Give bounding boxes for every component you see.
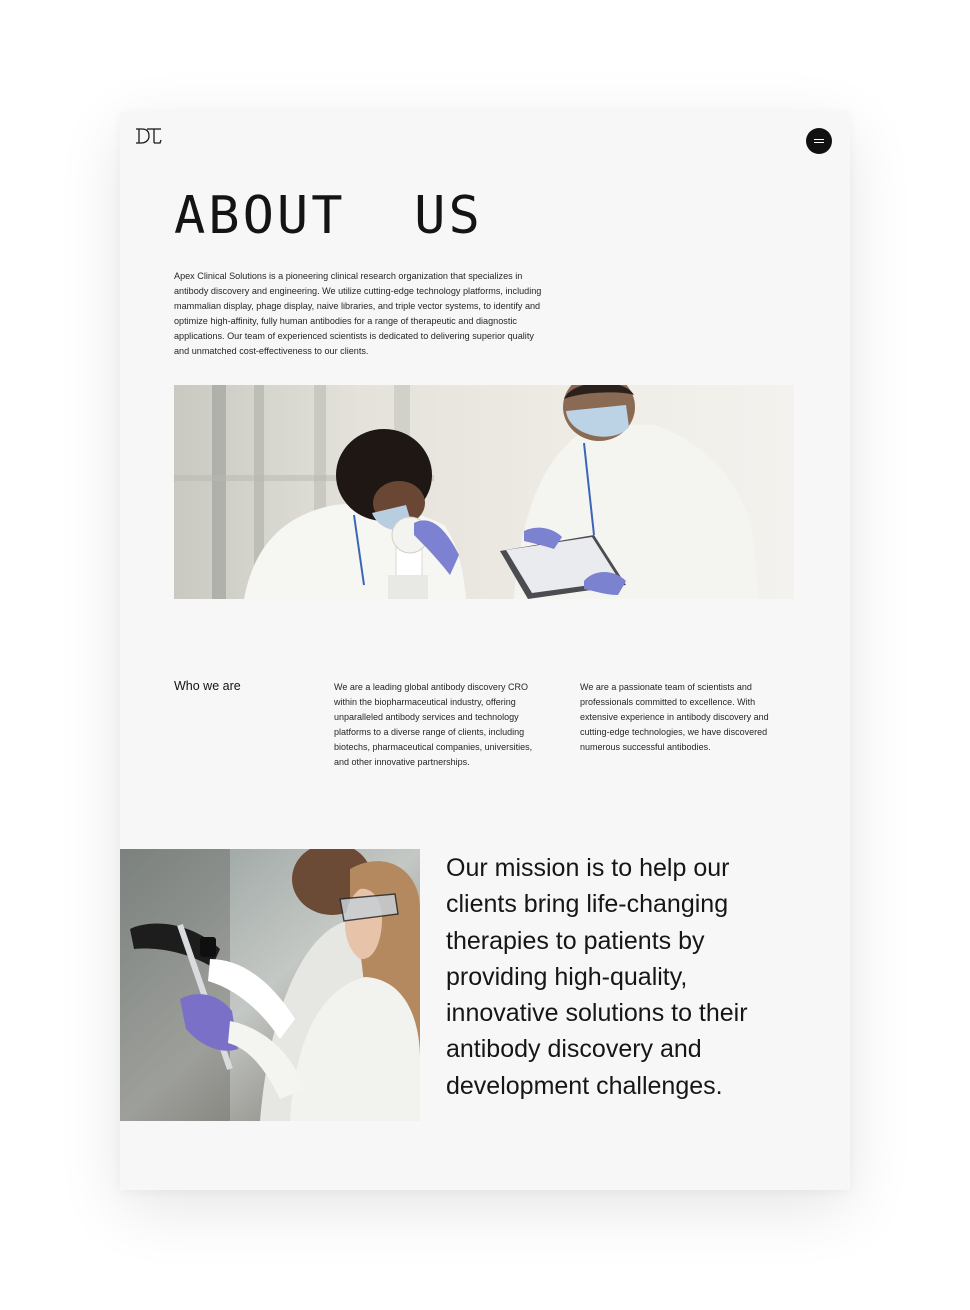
who-we-are-text-1: We are a leading global antibody discovery CRO within the biopharmaceutical industry, offering unparalleled antibody services and technology platforms to a diverse range of clients, including biotechs, pharmaceutical companies, universities, and other innovative partnerships. [334,682,533,767]
about-page [120,112,850,1190]
who-we-are-heading: Who we are [174,679,241,693]
menu-button[interactable] [806,128,832,154]
dc-monogram-icon [134,126,164,146]
scientists-in-lab-photo [174,385,794,599]
intro-paragraph: Apex Clinical Solutions is a pioneering clinical research organization that specializes in antibody discovery and engineering. We utilize cutting-edge technology platforms, including mammalian display, phage display, naive libraries, and triple vector systems, to identify and optimize high-affinity, fully human antibodies for a range of therapeutic and diagnostic applications. Our team of experienced scientists is dedicated to delivering superior quality and unmatched cost-effectiveness to our clients. [174,271,542,356]
mission-image [120,849,420,1121]
hero-image [174,385,794,599]
page-title: ABOUT US [174,186,483,246]
who-we-are-text-2: We are a passionate team of scientists and professionals committed to excellence. With extensive experience in antibody discovery and cutting-edge technologies, we have discovered numerous successful antibodies. [580,682,769,752]
hamburger-menu-icon [814,139,824,140]
hamburger-menu-icon-line [814,142,824,143]
mission-statement: Our mission is to help our clients bring life-changing therapies to patients by providing high-quality, innovative solutions to their antibody discovery and development challenges. [446,854,748,1100]
researchers-with-test-tube-photo [120,849,420,1121]
brand-logo[interactable] [134,126,164,146]
